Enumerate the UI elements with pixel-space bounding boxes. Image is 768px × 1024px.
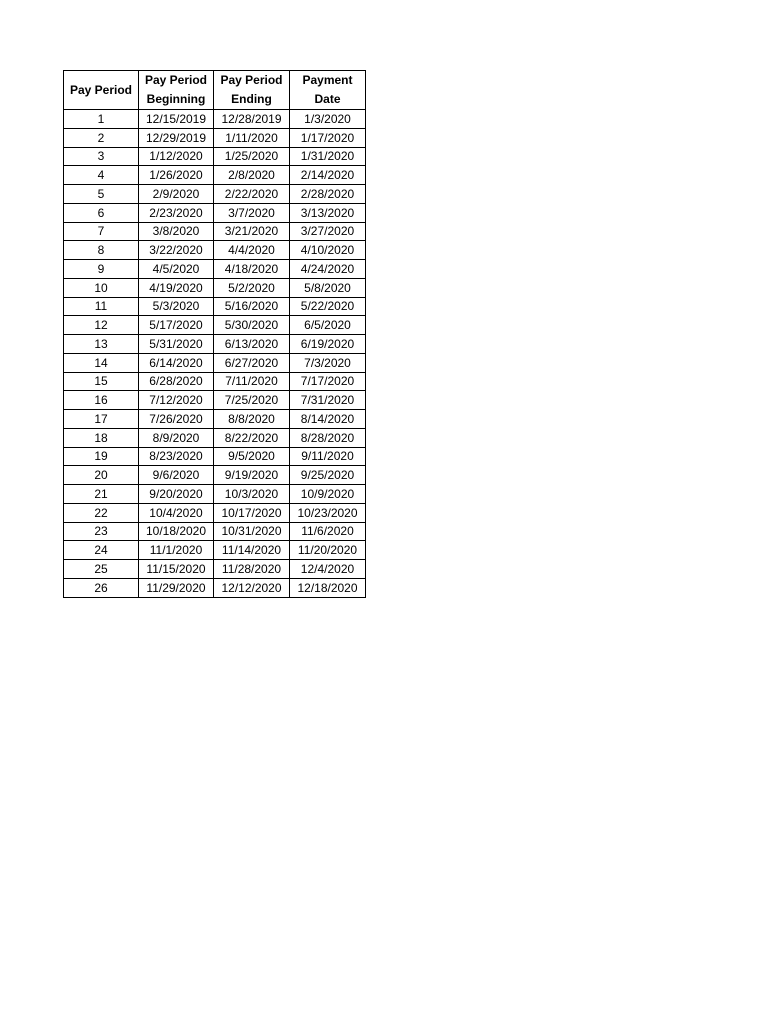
cell-pay-period: 22	[64, 503, 139, 522]
pay-schedule-sheet	[63, 70, 366, 598]
table-row	[64, 428, 366, 447]
header-pay-period-ending: Pay Period Ending	[214, 71, 290, 110]
table-row	[64, 391, 366, 410]
cell-payment-date: 6/19/2020	[290, 335, 366, 354]
cell-period-beginning: 9/6/2020	[139, 466, 214, 485]
cell-payment-date: 3/27/2020	[290, 222, 366, 241]
cell-payment-date: 6/5/2020	[290, 316, 366, 335]
cell-pay-period: 17	[64, 410, 139, 429]
table-row	[64, 316, 366, 335]
cell-period-ending: 10/17/2020	[214, 503, 290, 522]
cell-period-ending: 11/14/2020	[214, 541, 290, 560]
cell-payment-date: 8/14/2020	[290, 410, 366, 429]
cell-period-beginning: 10/18/2020	[139, 522, 214, 541]
cell-pay-period: 4	[64, 166, 139, 185]
cell-period-beginning: 9/20/2020	[139, 485, 214, 504]
cell-period-beginning: 10/4/2020	[139, 503, 214, 522]
table-row	[64, 578, 366, 597]
cell-period-beginning: 7/12/2020	[139, 391, 214, 410]
cell-pay-period: 3	[64, 147, 139, 166]
cell-payment-date: 8/28/2020	[290, 428, 366, 447]
table-row	[64, 147, 366, 166]
cell-period-beginning: 2/9/2020	[139, 185, 214, 204]
cell-payment-date: 7/17/2020	[290, 372, 366, 391]
header-pay-period-beginning: Pay Period Beginning	[139, 71, 214, 110]
table-row	[64, 503, 366, 522]
cell-payment-date: 4/24/2020	[290, 260, 366, 279]
cell-payment-date: 2/28/2020	[290, 185, 366, 204]
table-row	[64, 353, 366, 372]
cell-pay-period: 16	[64, 391, 139, 410]
table-row	[64, 372, 366, 391]
cell-period-ending: 10/31/2020	[214, 522, 290, 541]
table-row	[64, 447, 366, 466]
cell-pay-period: 14	[64, 353, 139, 372]
cell-payment-date: 9/11/2020	[290, 447, 366, 466]
cell-period-ending: 10/3/2020	[214, 485, 290, 504]
cell-pay-period: 10	[64, 278, 139, 297]
cell-period-beginning: 7/26/2020	[139, 410, 214, 429]
cell-pay-period: 1	[64, 110, 139, 129]
cell-period-ending: 4/4/2020	[214, 241, 290, 260]
cell-period-ending: 12/28/2019	[214, 110, 290, 129]
cell-period-beginning: 11/29/2020	[139, 578, 214, 597]
cell-payment-date: 9/25/2020	[290, 466, 366, 485]
cell-period-ending: 7/25/2020	[214, 391, 290, 410]
cell-period-beginning: 1/26/2020	[139, 166, 214, 185]
cell-period-beginning: 12/15/2019	[139, 110, 214, 129]
cell-period-beginning: 4/5/2020	[139, 260, 214, 279]
cell-period-beginning: 5/31/2020	[139, 335, 214, 354]
cell-period-beginning: 6/28/2020	[139, 372, 214, 391]
table-row	[64, 466, 366, 485]
cell-payment-date: 4/10/2020	[290, 241, 366, 260]
cell-period-beginning: 12/29/2019	[139, 128, 214, 147]
cell-pay-period: 25	[64, 560, 139, 579]
cell-pay-period: 19	[64, 447, 139, 466]
cell-period-ending: 5/2/2020	[214, 278, 290, 297]
cell-pay-period: 8	[64, 241, 139, 260]
cell-payment-date: 5/8/2020	[290, 278, 366, 297]
table-row	[64, 110, 366, 129]
cell-pay-period: 11	[64, 297, 139, 316]
table-row	[64, 541, 366, 560]
cell-period-beginning: 1/12/2020	[139, 147, 214, 166]
cell-period-beginning: 5/17/2020	[139, 316, 214, 335]
cell-payment-date: 10/9/2020	[290, 485, 366, 504]
cell-period-ending: 8/8/2020	[214, 410, 290, 429]
cell-pay-period: 15	[64, 372, 139, 391]
cell-pay-period: 24	[64, 541, 139, 560]
table-row	[64, 260, 366, 279]
cell-period-beginning: 2/23/2020	[139, 203, 214, 222]
cell-payment-date: 11/6/2020	[290, 522, 366, 541]
cell-period-ending: 2/8/2020	[214, 166, 290, 185]
table-row	[64, 560, 366, 579]
cell-period-ending: 6/27/2020	[214, 353, 290, 372]
header-payment-date: Payment Date	[290, 71, 366, 110]
cell-payment-date: 5/22/2020	[290, 297, 366, 316]
table-body	[64, 110, 366, 598]
table-row	[64, 278, 366, 297]
cell-pay-period: 9	[64, 260, 139, 279]
cell-period-beginning: 8/23/2020	[139, 447, 214, 466]
cell-pay-period: 6	[64, 203, 139, 222]
table-row	[64, 297, 366, 316]
cell-pay-period: 18	[64, 428, 139, 447]
cell-period-beginning: 4/19/2020	[139, 278, 214, 297]
table-row	[64, 241, 366, 260]
table-row	[64, 185, 366, 204]
cell-period-ending: 9/5/2020	[214, 447, 290, 466]
cell-payment-date: 3/13/2020	[290, 203, 366, 222]
cell-period-ending: 3/7/2020	[214, 203, 290, 222]
cell-period-ending: 5/30/2020	[214, 316, 290, 335]
cell-period-beginning: 8/9/2020	[139, 428, 214, 447]
cell-pay-period: 21	[64, 485, 139, 504]
cell-period-ending: 1/25/2020	[214, 147, 290, 166]
cell-payment-date: 7/3/2020	[290, 353, 366, 372]
header-row	[64, 71, 366, 110]
pay-schedule-table	[63, 70, 366, 598]
cell-pay-period: 20	[64, 466, 139, 485]
table-row	[64, 522, 366, 541]
cell-payment-date: 2/14/2020	[290, 166, 366, 185]
cell-payment-date: 1/17/2020	[290, 128, 366, 147]
cell-period-ending: 4/18/2020	[214, 260, 290, 279]
cell-payment-date: 1/3/2020	[290, 110, 366, 129]
table-row	[64, 203, 366, 222]
cell-payment-date: 10/23/2020	[290, 503, 366, 522]
cell-period-ending: 11/28/2020	[214, 560, 290, 579]
cell-payment-date: 7/31/2020	[290, 391, 366, 410]
cell-period-beginning: 11/15/2020	[139, 560, 214, 579]
cell-period-ending: 8/22/2020	[214, 428, 290, 447]
table-row	[64, 335, 366, 354]
cell-payment-date: 1/31/2020	[290, 147, 366, 166]
cell-pay-period: 23	[64, 522, 139, 541]
table-row	[64, 485, 366, 504]
cell-period-beginning: 3/8/2020	[139, 222, 214, 241]
cell-pay-period: 13	[64, 335, 139, 354]
cell-period-beginning: 6/14/2020	[139, 353, 214, 372]
table-row	[64, 128, 366, 147]
cell-period-beginning: 5/3/2020	[139, 297, 214, 316]
cell-period-beginning: 3/22/2020	[139, 241, 214, 260]
cell-period-ending: 9/19/2020	[214, 466, 290, 485]
table-row	[64, 166, 366, 185]
cell-payment-date: 12/18/2020	[290, 578, 366, 597]
cell-pay-period: 26	[64, 578, 139, 597]
table-row	[64, 222, 366, 241]
cell-pay-period: 2	[64, 128, 139, 147]
cell-payment-date: 11/20/2020	[290, 541, 366, 560]
cell-period-ending: 2/22/2020	[214, 185, 290, 204]
cell-pay-period: 5	[64, 185, 139, 204]
header-pay-period: Pay Period	[64, 71, 139, 110]
cell-period-ending: 1/11/2020	[214, 128, 290, 147]
cell-pay-period: 7	[64, 222, 139, 241]
cell-payment-date: 12/4/2020	[290, 560, 366, 579]
cell-period-ending: 12/12/2020	[214, 578, 290, 597]
cell-period-ending: 7/11/2020	[214, 372, 290, 391]
cell-period-ending: 6/13/2020	[214, 335, 290, 354]
cell-period-ending: 5/16/2020	[214, 297, 290, 316]
cell-pay-period: 12	[64, 316, 139, 335]
cell-period-beginning: 11/1/2020	[139, 541, 214, 560]
cell-period-ending: 3/21/2020	[214, 222, 290, 241]
table-row	[64, 410, 366, 429]
